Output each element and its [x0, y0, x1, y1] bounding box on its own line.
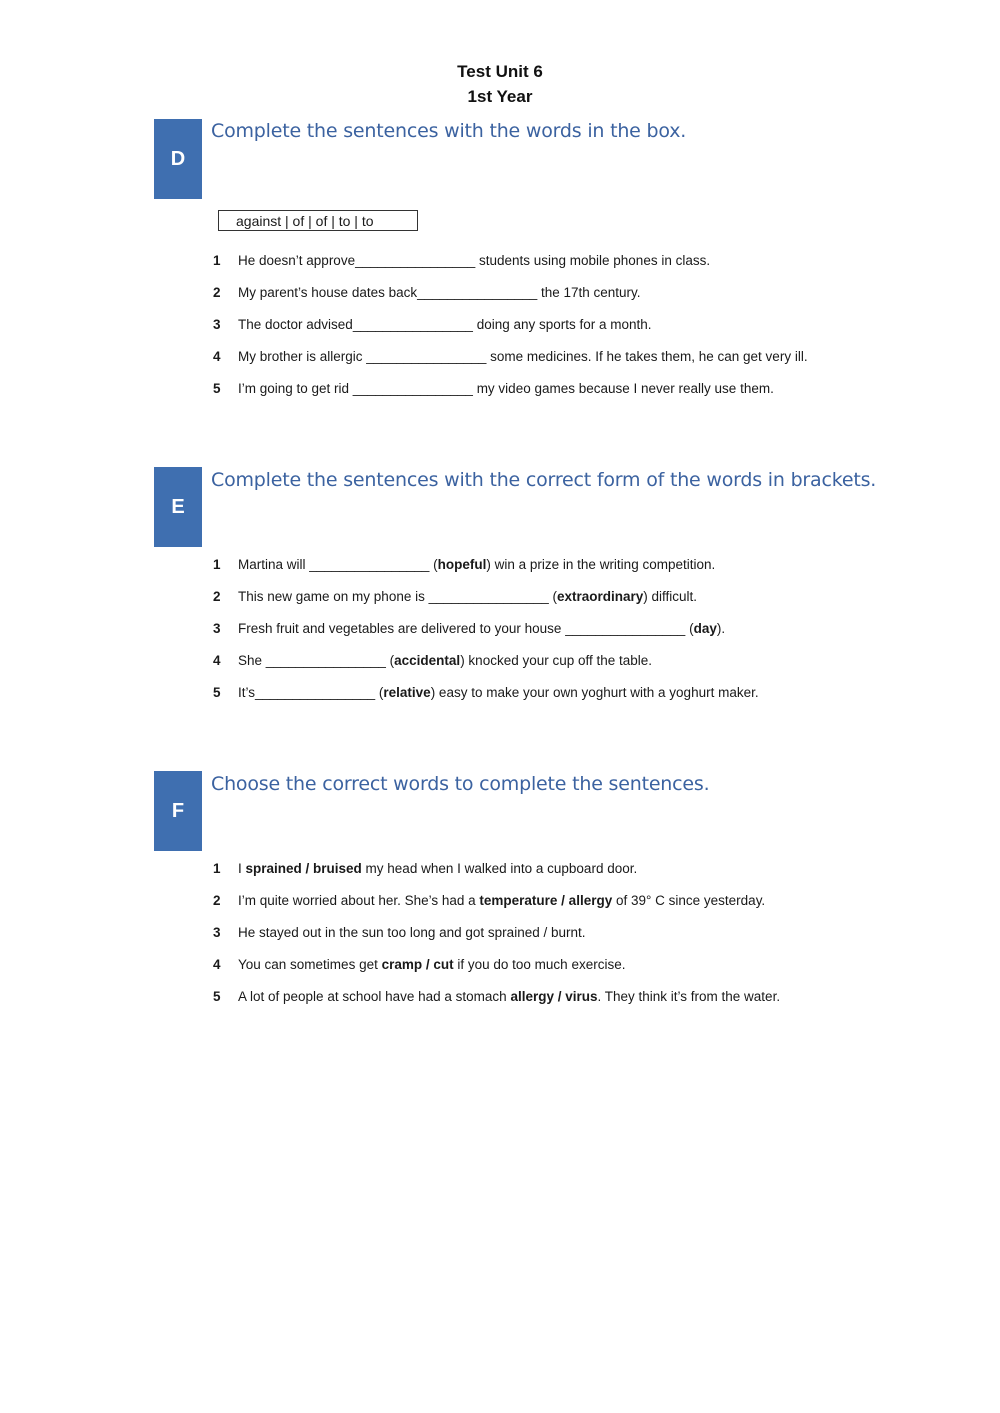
section-letter: E [154, 467, 202, 547]
list-item [213, 653, 652, 668]
item-number: 2 [213, 589, 221, 604]
list-item [213, 349, 808, 364]
list-item [213, 861, 637, 876]
item-text: I’m quite worried about her. She’s had a temperature / allergy of 39° C since yesterday. [238, 893, 766, 908]
section-instruction: Complete the sentences with the words in the box. [211, 120, 687, 142]
item-text: He doesn’t approve________________ students using mobile phones in class. [238, 253, 711, 268]
item-number: 5 [213, 381, 221, 396]
item-number: 4 [213, 957, 221, 972]
section-instruction: Choose the correct words to complete the sentences. [211, 773, 710, 795]
item-text: He stayed out in the sun too long and got sprained / burnt. [238, 925, 586, 940]
item-text: My parent’s house dates back________________ the 17th century. [238, 285, 641, 300]
item-number: 1 [213, 253, 221, 268]
item-number: 5 [213, 989, 221, 1004]
item-text: Martina will ________________ (hopeful) win a prize in the writing competition. [238, 557, 716, 572]
item-number: 5 [213, 685, 221, 700]
list-item [213, 381, 774, 396]
item-text: She ________________ (accidental) knocked your cup off the table. [238, 653, 653, 668]
item-number: 1 [213, 557, 221, 572]
list-item [213, 685, 759, 700]
section-letter: F [154, 771, 202, 851]
item-text: You can sometimes get cramp / cut if you do too much exercise. [238, 957, 626, 972]
page-title: Test Unit 6 [457, 62, 543, 81]
section-instruction: Complete the sentences with the correct form of the words in brackets. [211, 469, 877, 491]
list-item [213, 589, 697, 604]
item-text: It’s________________ (relative) easy to make your own yoghurt with a yoghurt maker. [238, 685, 759, 700]
list-item [213, 957, 625, 972]
item-number: 4 [213, 349, 221, 364]
item-text: I’m going to get rid ________________ my video games because I never really use them. [238, 381, 774, 396]
list-item [213, 989, 780, 1004]
page-subtitle: 1st Year [467, 87, 533, 106]
word-box: against | of | of | to | to [218, 210, 418, 231]
list-item [213, 285, 641, 300]
list-item [213, 925, 586, 940]
item-text: I sprained / bruised my head when I walked into a cupboard door. [238, 861, 638, 876]
list-item [213, 317, 652, 332]
item-text: A lot of people at school have had a stomach allergy / virus. They think it’s from the water. [238, 989, 781, 1004]
list-item [213, 557, 715, 572]
item-number: 2 [213, 285, 221, 300]
list-item [213, 893, 765, 908]
item-text: Fresh fruit and vegetables are delivered to your house ________________ (day). [238, 621, 726, 636]
item-number: 3 [213, 317, 221, 332]
item-text: My brother is allergic ________________ some medicines. If he takes them, he can get very ill. [238, 349, 808, 364]
item-number: 3 [213, 925, 221, 940]
list-item [213, 621, 725, 636]
item-number: 4 [213, 653, 221, 668]
list-item [213, 253, 710, 268]
item-number: 2 [213, 893, 221, 908]
item-number: 1 [213, 861, 221, 876]
item-number: 3 [213, 621, 221, 636]
item-text: The doctor advised________________ doing any sports for a month. [238, 317, 652, 332]
section-letter: D [154, 119, 202, 199]
item-text: This new game on my phone is ________________ (extraordinary) difficult. [238, 589, 698, 604]
